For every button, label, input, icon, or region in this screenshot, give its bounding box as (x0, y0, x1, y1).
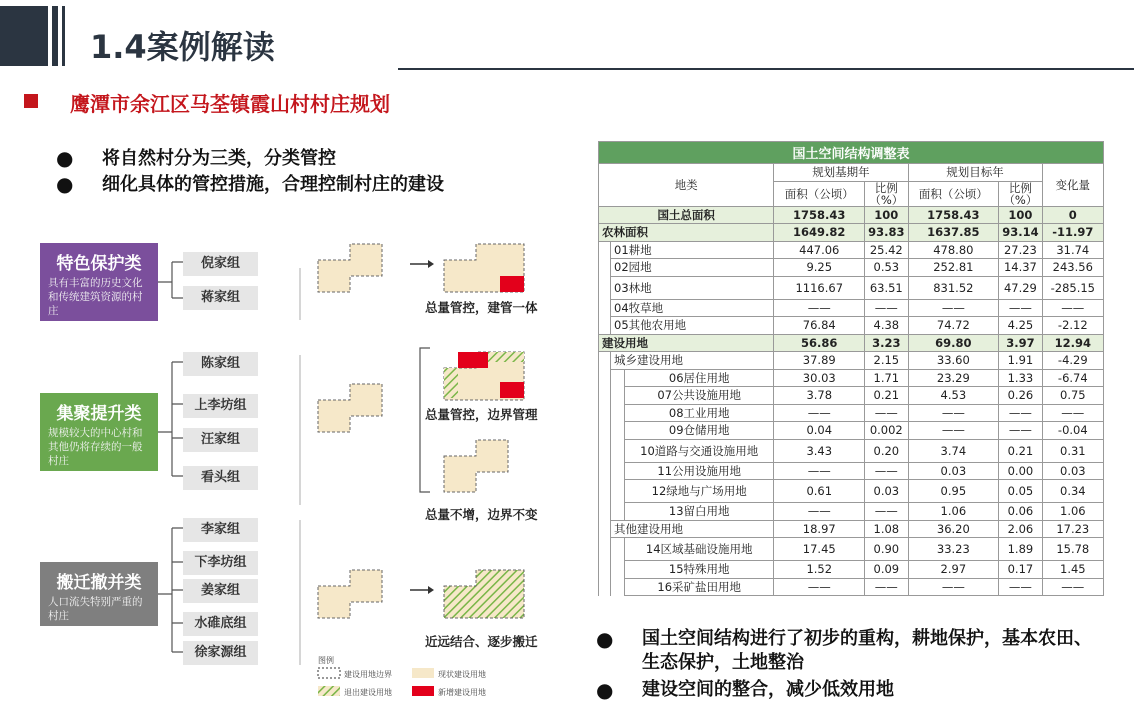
table-cell: 05其他农用地 (611, 317, 774, 335)
control-caption: 总量管控，建管一体 (425, 300, 538, 315)
table-cell: 0.61 (774, 480, 865, 503)
table-cell: -4.29 (1042, 352, 1103, 370)
control-caption: 近远结合、逐步搬迁 (425, 634, 538, 649)
table-cell: —— (908, 578, 999, 596)
table-cell: 14.37 (999, 259, 1042, 277)
bullet-item: ● 细化具体的管控措施，合理控制村庄的建设 (56, 172, 444, 196)
table-cell: —— (774, 503, 865, 521)
table-row (599, 387, 1104, 405)
table-row (599, 352, 1104, 370)
table-cell: 4.53 (908, 387, 999, 405)
table-cell: 1.45 (1042, 561, 1103, 579)
table-cell (611, 538, 625, 561)
table-cell: 478.80 (908, 241, 999, 259)
village-label: 李家组 (183, 518, 258, 542)
table-cell: —— (774, 578, 865, 596)
category-desc: 规模较大的中心村和其他仍将存续的一般村庄 (48, 427, 143, 467)
table-cell: 3.97 (999, 334, 1042, 352)
table-cell: 33.60 (908, 352, 999, 370)
table-cell: 76.84 (774, 317, 865, 335)
table-cell (611, 503, 625, 521)
table-cell: 1.52 (774, 561, 865, 579)
table-cell: 23.29 (908, 369, 999, 387)
table-row (599, 422, 1104, 440)
bullet-item: ● 将自然村分为三类，分类管控 (56, 146, 336, 170)
table-cell (599, 259, 611, 277)
table-cell: 447.06 (774, 241, 865, 259)
table-cell: 243.56 (1042, 259, 1103, 277)
legend-item: 新增建设用地 (438, 688, 486, 697)
table-cell: 07公共设施用地 (625, 387, 774, 405)
table-cell: 18.97 (774, 520, 865, 538)
table-cell: 0.75 (1042, 387, 1103, 405)
table-cell: 0.17 (999, 561, 1042, 579)
table-cell: —— (999, 422, 1042, 440)
category-title: 特色保护类 (56, 254, 142, 274)
table-cell (611, 578, 625, 596)
village-label: 水碓底组 (183, 612, 258, 636)
table-cell: 69.80 (908, 334, 999, 352)
legend-title: 图例 (318, 656, 334, 665)
table-row (599, 538, 1104, 561)
table-cell: 0.21 (865, 387, 908, 405)
col-header: 面积（公顷） (774, 181, 865, 206)
table-row (599, 578, 1104, 596)
table-row (599, 369, 1104, 387)
category-box-cluster (40, 393, 158, 471)
table-cell: 0.90 (865, 538, 908, 561)
table-cell: -6.74 (1042, 369, 1103, 387)
table-row (599, 334, 1104, 352)
table-cell (611, 561, 625, 579)
table-cell: 63.51 (865, 276, 908, 299)
bullet-dot-icon: ● (56, 146, 74, 170)
subtitle-square-icon (24, 94, 38, 108)
category-title: 搬迁撤并类 (56, 573, 142, 593)
table-title: 国土空间结构调整表 (599, 142, 1104, 164)
village-label: 陈家组 (183, 352, 258, 376)
table-cell: 47.29 (999, 276, 1042, 299)
table-cell: —— (1042, 404, 1103, 422)
table-cell: 0 (1042, 206, 1103, 224)
table-cell: 100 (999, 206, 1042, 224)
table-cell: 31.74 (1042, 241, 1103, 259)
table-cell: 1637.85 (908, 224, 999, 242)
table-cell (599, 462, 611, 480)
table-cell (599, 404, 611, 422)
table-cell (599, 538, 611, 561)
village-label: 倪家组 (183, 252, 258, 276)
table-cell: —— (865, 404, 908, 422)
village-label: 姜家组 (183, 579, 258, 603)
table-cell: 0.03 (1042, 462, 1103, 480)
village-label: 汪家组 (183, 428, 258, 452)
table-row (599, 259, 1104, 277)
table-row (599, 224, 1104, 242)
table-cell: -0.04 (1042, 422, 1103, 440)
table-cell: 1.71 (865, 369, 908, 387)
table-cell: —— (1042, 299, 1103, 317)
village-label: 蒋家组 (183, 286, 258, 310)
table-row (599, 503, 1104, 521)
table-cell: 1649.82 (774, 224, 865, 242)
col-header: 规划目标年 (908, 164, 1042, 182)
table-cell (599, 520, 611, 538)
table-cell: 11公用设施用地 (625, 462, 774, 480)
table-cell: —— (865, 578, 908, 596)
table-cell (599, 241, 611, 259)
table-row (599, 276, 1104, 299)
table-cell: —— (908, 404, 999, 422)
table-cell (599, 387, 611, 405)
table-cell: 27.23 (999, 241, 1042, 259)
bullet-dot-icon: ● (56, 172, 74, 196)
table-cell: 1.08 (865, 520, 908, 538)
table-cell: 1758.43 (774, 206, 865, 224)
table-cell: 1758.43 (908, 206, 999, 224)
table-cell: 其他建设用地 (611, 520, 774, 538)
table-cell: —— (774, 462, 865, 480)
col-header: 规划基期年 (774, 164, 908, 182)
table-cell: 100 (865, 206, 908, 224)
table-cell: -2.12 (1042, 317, 1103, 335)
table-cell: 12绿地与广场用地 (625, 480, 774, 503)
col-header: 地类 (599, 164, 774, 207)
table-row (599, 520, 1104, 538)
table-cell: 2.15 (865, 352, 908, 370)
table-cell: 15.78 (1042, 538, 1103, 561)
table-cell: 0.04 (774, 422, 865, 440)
table-row (599, 299, 1104, 317)
table-cell: —— (908, 299, 999, 317)
table-cell (611, 404, 625, 422)
bullet-dot-icon: ● (596, 627, 614, 651)
table-cell (599, 369, 611, 387)
control-caption: 总量管控，边界管理 (425, 407, 538, 422)
table-cell: 01耕地 (611, 241, 774, 259)
table-cell: 10道路与交通设施用地 (625, 439, 774, 462)
table-cell: 1.06 (908, 503, 999, 521)
table-cell: 831.52 (908, 276, 999, 299)
table-cell: 36.20 (908, 520, 999, 538)
table-cell: 国土总面积 (599, 206, 774, 224)
bullet-dot-icon: ● (596, 678, 614, 702)
table-cell: 252.81 (908, 259, 999, 277)
table-cell: 12.94 (1042, 334, 1103, 352)
table-cell: 2.06 (999, 520, 1042, 538)
table-cell: —— (865, 299, 908, 317)
table-cell: 93.83 (865, 224, 908, 242)
table-cell: 4.25 (999, 317, 1042, 335)
table-cell: 0.34 (1042, 480, 1103, 503)
village-label: 下李坊组 (183, 551, 258, 575)
table-cell: -11.97 (1042, 224, 1103, 242)
table-cell: 4.38 (865, 317, 908, 335)
table-cell: 农林面积 (599, 224, 774, 242)
village-label: 看头组 (183, 466, 258, 490)
table-cell: —— (999, 578, 1042, 596)
table-cell: 0.31 (1042, 439, 1103, 462)
table-cell: 3.43 (774, 439, 865, 462)
table-cell: 02园地 (611, 259, 774, 277)
table-row (599, 480, 1104, 503)
table-cell: 14区域基础设施用地 (625, 538, 774, 561)
table-cell: 08工业用地 (625, 404, 774, 422)
table-cell: —— (999, 299, 1042, 317)
land-structure-table (598, 141, 1104, 596)
table-cell: 0.53 (865, 259, 908, 277)
table-cell: 25.42 (865, 241, 908, 259)
table-cell (599, 561, 611, 579)
col-header: 面积（公顷） (908, 181, 999, 206)
table-cell: 0.95 (908, 480, 999, 503)
category-title: 集聚提升类 (56, 404, 142, 424)
table-cell (611, 439, 625, 462)
table-cell (599, 299, 611, 317)
table-cell: 04牧草地 (611, 299, 774, 317)
village-label: 徐家源组 (183, 641, 258, 665)
col-header: 比例（%） (865, 181, 908, 206)
table-cell: 17.45 (774, 538, 865, 561)
table-cell: 建设用地 (599, 334, 774, 352)
table-cell: —— (999, 404, 1042, 422)
table-cell: 93.14 (999, 224, 1042, 242)
table-cell (611, 369, 625, 387)
legend-item: 建设用地边界 (344, 670, 392, 679)
table-cell: —— (865, 503, 908, 521)
table-cell: 30.03 (774, 369, 865, 387)
table-cell: 1.33 (999, 369, 1042, 387)
table-cell (611, 422, 625, 440)
table-row (599, 462, 1104, 480)
table-cell: 56.86 (774, 334, 865, 352)
bullet-item: ● 建设空间的整合，减少低效用地 (596, 678, 894, 702)
table-cell: 13留白用地 (625, 503, 774, 521)
legend-item: 退出建设用地 (344, 688, 392, 697)
table-cell (599, 317, 611, 335)
category-desc: 人口流失特别严重的村庄 (48, 596, 143, 622)
category-desc: 具有丰富的历史文化和传统建筑资源的村庄 (48, 277, 143, 317)
category-box-protect (40, 243, 158, 321)
table-cell: 3.78 (774, 387, 865, 405)
table-cell: 0.09 (865, 561, 908, 579)
table-cell: 0.05 (999, 480, 1042, 503)
table-cell: 33.23 (908, 538, 999, 561)
table-cell: 0.002 (865, 422, 908, 440)
table-cell: 3.74 (908, 439, 999, 462)
table-cell: 03林地 (611, 276, 774, 299)
table-cell: 0.00 (999, 462, 1042, 480)
table-cell: —— (865, 462, 908, 480)
table-cell: 0.20 (865, 439, 908, 462)
page-subtitle: 鹰潭市余江区马荃镇霞山村村庄规划 (70, 92, 390, 116)
table-cell: 1.89 (999, 538, 1042, 561)
table-cell: 06居住用地 (625, 369, 774, 387)
table-cell (599, 439, 611, 462)
table-cell (599, 480, 611, 503)
table-cell: 0.03 (908, 462, 999, 480)
table-cell: 城乡建设用地 (611, 352, 774, 370)
table-row (599, 439, 1104, 462)
table-cell: 16采矿盐田用地 (625, 578, 774, 596)
village-shape (318, 244, 382, 292)
village-label: 上李坊组 (183, 394, 258, 418)
table-cell (599, 276, 611, 299)
table-cell: 1116.67 (774, 276, 865, 299)
table-cell (599, 578, 611, 596)
table-cell: 2.97 (908, 561, 999, 579)
table-row (599, 317, 1104, 335)
legend-item: 现状建设用地 (438, 670, 486, 679)
table-row (599, 404, 1104, 422)
table-cell (611, 480, 625, 503)
bullet-item: ● 国土空间结构进行了初步的重构，耕地保护，基本农田、生态保护，土地整治 (596, 627, 1092, 673)
table-row (599, 561, 1104, 579)
table-cell: —— (774, 404, 865, 422)
table-cell (599, 352, 611, 370)
table-cell (611, 462, 625, 480)
col-header: 比例（%） (999, 181, 1042, 206)
table-row (599, 241, 1104, 259)
table-cell (599, 503, 611, 521)
table-cell: —— (908, 422, 999, 440)
table-cell: 09仓储用地 (625, 422, 774, 440)
table-cell: 1.06 (1042, 503, 1103, 521)
table-cell: 15特殊用地 (625, 561, 774, 579)
table-cell (611, 387, 625, 405)
page-title: 1.4案例解读 (90, 28, 275, 66)
table-cell: 37.89 (774, 352, 865, 370)
table-cell: —— (1042, 578, 1103, 596)
table-cell: 17.23 (1042, 520, 1103, 538)
table-cell: 0.21 (999, 439, 1042, 462)
header-divider (398, 68, 1134, 70)
table-cell: 0.03 (865, 480, 908, 503)
table-cell (599, 422, 611, 440)
table-cell: 0.26 (999, 387, 1042, 405)
table-cell: —— (774, 299, 865, 317)
table-cell: 1.91 (999, 352, 1042, 370)
table-cell: 0.06 (999, 503, 1042, 521)
table-row (599, 206, 1104, 224)
category-box-relocate (40, 562, 158, 626)
table-cell: 74.72 (908, 317, 999, 335)
col-header: 变化量 (1042, 164, 1103, 207)
table-cell: -285.15 (1042, 276, 1103, 299)
table-cell: 3.23 (865, 334, 908, 352)
control-caption: 总量不增，边界不变 (425, 507, 538, 522)
table-cell: 9.25 (774, 259, 865, 277)
